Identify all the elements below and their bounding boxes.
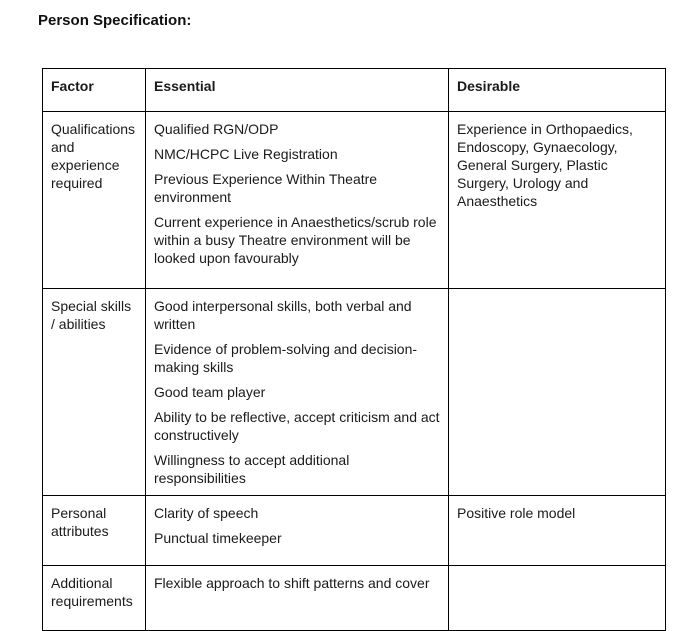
desirable-item: Positive role model [457,505,576,521]
essential-item: Qualified RGN/ODP [154,121,279,137]
desirable-cell [449,496,666,566]
essential-item: Punctual timekeeper [154,530,282,546]
essential-item: Clarity of speech [154,505,259,521]
factor-text: Special skills / abilities [51,298,132,332]
header-cell-factor: Factor [43,69,146,112]
table-row [43,289,666,496]
essential-item: Good interpersonal skills, both verbal and written [154,298,412,332]
desirable-cell [449,566,666,631]
page-title: Person Specification: [38,12,192,29]
essential-item: Previous Experience Within Theatre environment [154,171,378,205]
table-row [43,112,666,289]
essential-item: Willingness to accept additional responsibilities [154,452,350,486]
essential-cell [146,289,449,496]
essential-item: Ability to be reflective, accept criticism and act constructively [154,409,440,443]
factor-text: Additional requirements [51,575,133,609]
factor-cell [43,112,146,289]
essential-item: Flexible approach to shift patterns and cover [154,575,430,591]
essential-cell [146,566,449,631]
table-row [43,566,666,631]
table-row [43,496,666,566]
factor-cell [43,496,146,566]
essential-cell [146,112,449,289]
essential-item: Good team player [154,384,266,400]
essential-item: Evidence of problem-solving and decision-making skills [154,341,418,375]
desirable-cell [449,289,666,496]
table-header-row [43,69,666,112]
factor-text: Qualifications and experience required [51,121,136,191]
header-cell-desirable: Desirable [449,69,666,112]
person-specification-table [42,68,666,631]
essential-item: NMC/HCPC Live Registration [154,146,338,162]
desirable-item: Experience in Orthopaedics, Endoscopy, Gynaecology, General Surgery, Plastic Surgery, Urology and Anaesthetics [457,121,633,209]
desirable-cell [449,112,666,289]
factor-text: Personal attributes [51,505,109,539]
factor-cell [43,289,146,496]
essential-cell [146,496,449,566]
essential-item: Current experience in Anaesthetics/scrub role within a busy Theatre environment will be looked upon favourably [154,214,437,266]
header-cell-essential: Essential [146,69,449,112]
factor-cell [43,566,146,631]
